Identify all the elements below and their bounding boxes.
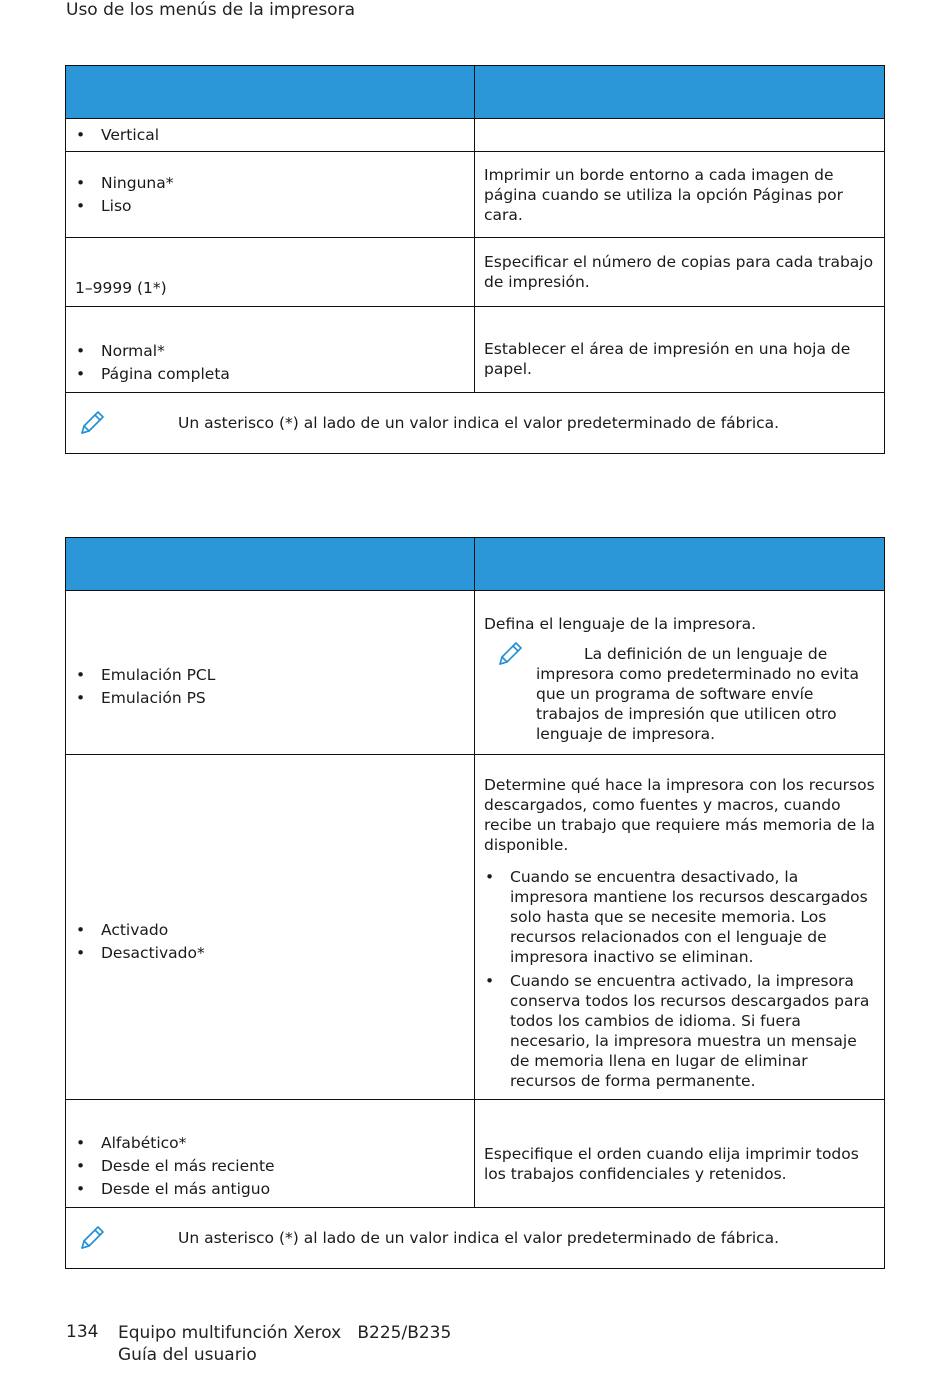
product-name: Equipo multifunción Xerox B225/B235 — [118, 1323, 452, 1343]
pencil-icon — [78, 1224, 106, 1252]
description-cell — [475, 119, 885, 152]
factory-default-note — [66, 409, 884, 437]
value-item: • Emulación PCL — [75, 664, 465, 687]
running-header: Uso de los menús de la impresora — [66, 0, 355, 20]
inner-note-text: La definición de un lenguaje de impresora como predeterminado no evita que un programa de software envíe trabajos de impresión que utilicen otro lenguaje de impresora. — [536, 644, 859, 743]
pencil-icon — [78, 409, 106, 437]
value-item: • Alfabético* — [75, 1132, 465, 1155]
note-row — [66, 393, 885, 454]
table-row — [66, 152, 885, 238]
note-row — [66, 1208, 885, 1269]
description-bullet: • Cuando se encuentra activado, la impresora conserva todos los recursos descargados para todos los cambios de idioma. Si fuera necesario, la impresora muestra un mensaje de memoria llena en lugar de eliminar recursos de forma permanente. — [484, 971, 875, 1091]
value-item: • Normal* — [75, 340, 465, 363]
value-cell: 1–9999 (1*) — [66, 238, 475, 307]
options-table-1 — [65, 65, 885, 454]
header-cell-description — [475, 66, 885, 119]
value-item: • Página completa — [75, 363, 465, 386]
guide-name: Guía del usuario — [118, 1345, 257, 1365]
description-text: Determine qué hace la impresora con los recursos descargados, como fuentes y macros, cuando recibe un trabajo que requiere más memoria de la disponible. — [484, 776, 875, 854]
description-cell: Especificar el número de copias para cada trabajo de impresión. — [475, 238, 885, 307]
table-row — [66, 238, 885, 307]
table-row — [66, 755, 885, 1100]
value-item: • Desactivado* — [75, 942, 465, 965]
value-item: • Desde el más reciente — [75, 1155, 465, 1178]
value-cell — [66, 1100, 475, 1208]
value-item: • Desde el más antiguo — [75, 1178, 465, 1201]
description-text: Defina el lenguaje de la impresora. — [484, 614, 757, 633]
description-cell: Especifique el orden cuando elija imprimir todos los trabajos confidenciales y retenidos. — [475, 1100, 885, 1208]
description-cell — [475, 591, 885, 755]
value-cell — [66, 152, 475, 238]
value-cell — [66, 755, 475, 1100]
note-text: Un asterisco (*) al lado de un valor indica el valor predeterminado de fábrica. — [178, 414, 780, 432]
factory-default-note — [66, 1224, 884, 1252]
pencil-icon — [496, 640, 524, 668]
table-header-row — [66, 66, 885, 119]
value-item: • Activado — [75, 919, 465, 942]
table-header-row — [66, 538, 885, 591]
options-table-2 — [65, 537, 885, 1269]
table-row — [66, 591, 885, 755]
page-number: 134 — [66, 1322, 99, 1342]
header-cell-option — [66, 538, 475, 591]
value-item: • Vertical — [75, 124, 465, 147]
description-cell: Establecer el área de impresión en una hoja de papel. — [475, 307, 885, 393]
table-row — [66, 119, 885, 152]
value-item: • Liso — [75, 195, 465, 218]
header-cell-description — [475, 538, 885, 591]
value-item: • Emulación PS — [75, 687, 465, 710]
table-row — [66, 1100, 885, 1208]
table-row — [66, 307, 885, 393]
description-cell — [475, 755, 885, 1100]
value-cell — [66, 307, 475, 393]
language-note — [484, 644, 875, 744]
value-cell — [66, 119, 475, 152]
description-bullet: • Cuando se encuentra desactivado, la impresora mantiene los recursos descargados solo hasta que se necesite memoria. Los recursos relacionados con el lenguaje de impresora inactivo se eliminan. — [484, 867, 875, 967]
header-cell-option — [66, 66, 475, 119]
value-item: • Ninguna* — [75, 172, 465, 195]
description-cell: Imprimir un borde entorno a cada imagen de página cuando se utiliza la opción Páginas por cara. — [475, 152, 885, 238]
value-cell — [66, 591, 475, 755]
note-text: Un asterisco (*) al lado de un valor indica el valor predeterminado de fábrica. — [178, 1229, 780, 1247]
